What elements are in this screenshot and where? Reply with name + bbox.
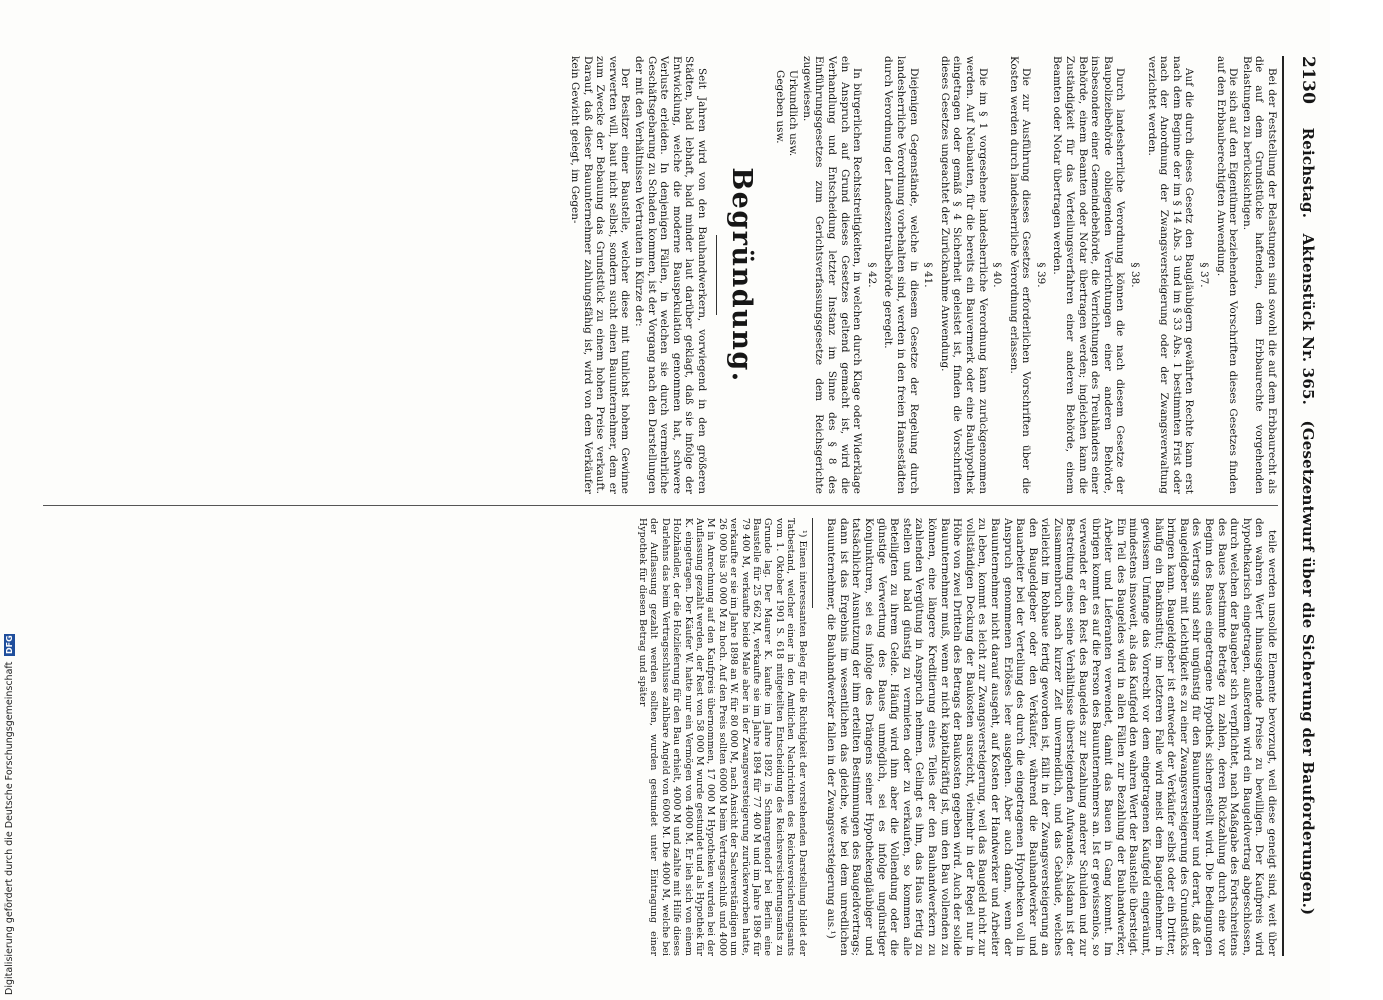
document-title: (Gesetzentwurf über die Sicherung der Bauforderungen.) <box>1299 420 1317 916</box>
paragraph: Bei der Feststellung der Belastungen sind sowohl die auf dem Erbbaurecht als die auf dem Grundstücke haftenden, dem Erbbaurechte vorgehenden Belastungen zu berücksichtigen. <box>1240 56 1278 494</box>
closing-line: Gegeben usw. <box>773 70 786 144</box>
section-text: Durch landesherrliche Verordnung können die nach diesem Gesetze der Baupolizeibehörde obliegenden Verrichtungen einer anderen Behörde, insbesondere einer Gemeindebehörde, die Verrichtungen des Treuhänders einer Behörde, einem Beamten oder Notar übertragen werden; ingleichen kann die Zuständigkeit für das Verteilungsverfahren einer anderen Behörde, einem Beamten oder Notar übertragen werden. <box>1051 56 1127 494</box>
section-text: Die zur Ausführung dieses Gesetzes erforderlichen Vorschriften über die Kosten werden durch landesherrliche Verordnung erlassen. <box>1007 56 1033 494</box>
footnote: ¹) Einen interessanten Beleg für die Richtigkeit der vorstehenden Darstellung bildet der Tatbestand, welcher einer in den Amtlichen Nachrichten des Reichsversicherungsamts vom 1. Oktober 1901 S. 618 mitgeteilten Entscheidung des Reichsversicherungsamts zu Grunde lag. Der Maurer K. kaufte im Jahre 1892 in Schmargendorf bei Berlin eine Baustelle für 25 662 M, verkaufte sie im Jahre 1894 für 77 400 M und im Jahre 1896 für 79 400 M, verkaufte beide Male aber in der Zwangsversteigerung zurückerworben hatte, verkaufte er sie im Jahre 1898 an W. für 80 000 M, nach Ansicht der Sachverständigen um 26 000 bis 30 000 M zu hoch. Auf den Preis sollten 6000 M beim Vertragsschluß und 4000 M in Anrechnung auf den Kaufpreis übernommen, 17 000 M Hypotheken wurden bei der Auflassung gezahlt werden, der Rest von 58 000 M wurde gestundet und als Hypothek für K. eingetragen. Der Käufer W. hatte nur ein Vermögen von 4000 M. Er lieh sich von einem Holzhändler, der die Holzlieferung für den Bau erhielt, 4000 M und zahlte mit Hilfe dieses Darlehns das beim Vertragsschlusse zahlbare Angeld von 6000 M. Die 4000 M, welche bei der Auflassung gezahlt werden sollten, wurden gestundet unter Eintragung einer Hypothek für diesen Betrag und später <box>636 518 808 956</box>
paragraph: Die sich auf den Eigentümer beziehenden Vorschriften dieses Gesetzes finden auf den Erbbauberechtigten Anwendung. <box>1214 56 1240 494</box>
publication-name: Reichstag. <box>1299 127 1317 219</box>
section-heading: § 39. <box>1034 262 1047 288</box>
section-text: Auf die durch dieses Gesetz den Baugläubigern gewährten Rechte kann erst nach dem Beginne der im § 14 Abs. 3 und im § 33 Abs. 1 bestimmten Frist oder nach der Anordnung der Zwangsversteigerung oder der Zwangsverwaltung verzichtet werden. <box>1145 56 1196 494</box>
document-number: Aktenstück Nr. 365. <box>1299 233 1317 406</box>
digitization-credit <box>4 634 15 995</box>
heading-rule <box>716 235 717 315</box>
header-rule <box>1282 56 1284 956</box>
right-column <box>48 518 1278 956</box>
credit-text: Digitalisierung gefördert durch die Deutsche Forschungsgemeinschaft <box>4 661 15 995</box>
paragraph: Der Besitzer einer Baustelle, welcher diese mit tunlichst hohem Gewinne verwerten will, baut nicht selbst, sondern sucht einen Bauunternehmer, dem er zum Zwecke der Bebauung das Grundstück zu einem hohen Preise verkauft. Darauf, daß dieser Bauunternehmer zahlungsfähig ist, wird von dem Verkäufer kein Gewicht gelegt, im Gegen- <box>569 56 632 494</box>
paragraph: teile werden unsolide Elemente bevorzugt, weil diese geneigt sind, weit über den wahren Wert hinausgehende Preise zu bewilligen. Der Kaufpreis wird hypothekarisch eingetragen, außerdem wird ein Baugeldvertrag abgeschlossen, durch welchen der Baugeber sich verpflichtet, nach Maßgabe des Fortschreitens des Baues bestimmte Beträge zu zahlen, deren Rückzahlung durch eine vor Beginn des Baues eingetragene Hypothek sichergestellt wird. Die Bedingungen des Vertrags sind sehr ungünstig für den Bauunternehmer und derart, daß der Baugeldgeber mit Leichtigkeit es zu einer Zwangsversteigerung des Grundstücks bringen kann. Baugeldgeber ist entweder der Verkäufer selbst oder ein Dritter, häufig ein Bankinstitut; im letzteren Falle wird meist dem Baugeldnehmer in gewissem Umfange das Vorrecht vor dem eingetragenen Kaufgeld eingeräumt, mindestens insoweit, als das Kaufgeld den wahren Wert der Baustelle übersteigt. Ein Teil des Baugeldes wird in allen Fällen zur Bezahlung der Bauhandwerker, Arbeiter und Lieferanten verwendet, damit das Bauen in Gang kommt. Im übrigen kommt es auf die Person des Bauunternehmers an. Ist er gewissenlos, so verwendet er den Rest des Baugeldes zur Bezahlung anderer Schulden und zur Bestreitung eines seine Verhältnisse übersteigenden Aufwandes. Alsdann ist der Zusammenbruch nach kurzer Zeit unvermeidlich, und das Gebäude, welches vielleicht im Rohbaue fertig geworden ist, fällt in der Zwangsversteigerung an den Baugeldgeber oder den Verkäufer, während die Bauhandwerker und Bauarbeiter bei der Verteilung des durch die eingetragenen Hypotheken voll in Anspruch genommenen Erlöses leer ausgehen. Aber auch dann, wenn der Bauunternehmer nicht darauf ausgeht, auf Kosten der Handwerker und Arbeiter zu leben, kommt es leicht zur Zwangsversteigerung, weil das Baugeld nicht zur vollständigen Deckung der Baukosten ausreicht, vielmehr in der Regel nur in Höhe von zwei Dritteln des Betrags der Baukosten gegeben wird. Auch der solide Bauunternehmer muß, wenn er nicht kapitalkräftig ist, um den Bau vollenden zu können, eine längere Kreditierung eines Teiles der den Bauhandwerkern zu zahlenden Vergütung in Anspruch nehmen. Gelingt es ihm, das Haus fertig zu stellen und bald günstig zu vermieten oder zu verkaufen, so kommen alle Beteiligten zu ihrem Gelde. Häufig wird ihm aber die Vollendung oder die günstige Verwertung des Baues unmöglich, sei es infolge ungünstiger Konjunkturen, sei es infolge des Drängens seiner Hypothekengläubiger und tatsächlicher Ausnutzung der ihm erteilten Bestimmungen des Baugeldvertrags; dann ist das Ergebnis im wesentlichen das gleiche, wie bei dem unredlichen Bauunternehmer, die Bauhandwerker fallen in der Zwangsversteigerung aus.¹) <box>825 518 1278 956</box>
section-heading: § 40. <box>991 262 1004 288</box>
column-divider <box>43 505 1278 506</box>
section-text: In bürgerlichen Rechtsstreitigkeiten, in welchen durch Klage oder Widerklage ein Anspruch auf Grund dieses Gesetzes geltend gemacht ist, wird die Verhandlung und Entscheidung letzter Instanz im Sinne des § 8 des Einführungsgesetzes zum Gerichtsverfassungsgesetze dem Reichsgerichte zugewiesen. <box>800 56 864 494</box>
section-heading: § 38. <box>1129 262 1142 288</box>
paragraph: Seit Jahren wird von den Bauhandwerkern, vorwiegend in den größeren Städten, bald lebhaft, bald minder laut darüber geklagt, daß sie infolge der Entwicklung, welche die moderne Bauspekulation genommen hat, schwere Verluste erleiden. In denjenigen Fällen, in welchen sie durch vermehrliche Geschäftsgebarung zu Schaden kommen, ist der Vorgang nach den Darstellungen der mit den Verhältnissen Vertrauten in Kürze der: <box>633 56 709 494</box>
main-heading: Begründung. <box>726 167 758 383</box>
footnote-rule <box>812 518 813 608</box>
section-heading: § 42. <box>865 262 878 288</box>
section-text: Diejenigen Gegenstände, welche in diesem Gesetze der Regelung durch landesherrliche Verordnung vorbehalten sind, werden in den freien Hansestädten durch Verordnung der Landeszentralbehörde geregelt. <box>882 56 920 494</box>
left-column <box>48 56 1278 494</box>
page-number: 2130 <box>1298 56 1318 105</box>
section-text: Die im § 1 vorgesehene landesherrliche Verordnung kann zurückgenommen werden. Auf Neubauten, für die bereits ein Bauvermerk oder eine Bauhypothek eingetragen oder gemäß § 4 Sicherheit geleistet ist, finden die Vorschriften dieses Gesetzes ungeachtet der Zurücknahme Anwendung. <box>938 56 989 494</box>
closing-line: Urkundlich usw. <box>787 70 800 157</box>
dfg-logo: DFG <box>5 635 14 655</box>
section-heading: § 37. <box>1198 262 1211 288</box>
section-heading: § 41. <box>922 262 935 288</box>
page-header <box>1286 56 1318 956</box>
